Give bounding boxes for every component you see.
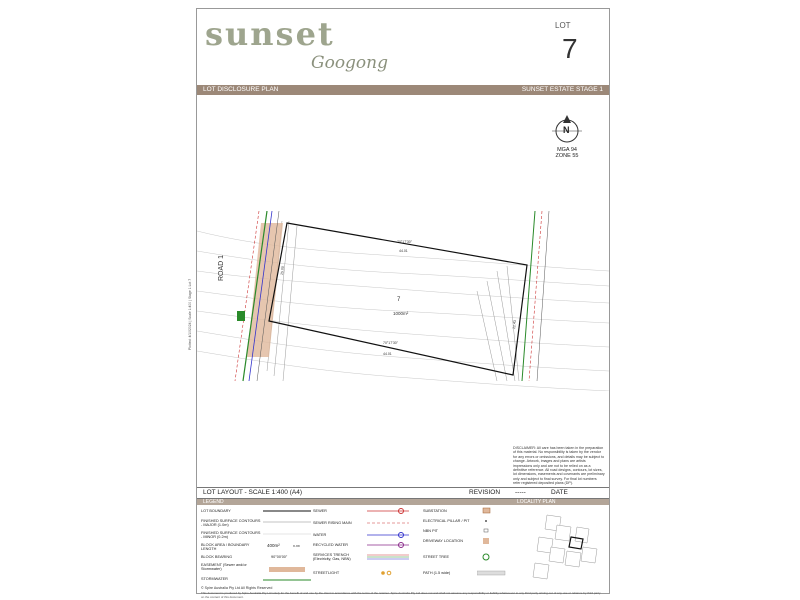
legend-item: SERVICES TRENCH (Electricity, Gas, NBN) xyxy=(313,553,351,562)
legend-item: FINISHED SURFACE CONTOURS - MINOR (0.2m) xyxy=(201,531,261,540)
contour-lines-major xyxy=(267,221,519,381)
legend-sample-bearing: 90°00'00" xyxy=(271,555,288,559)
lot-label: LOT xyxy=(555,21,571,30)
legend-item: SEWER RISING MAIN xyxy=(313,521,352,525)
legend-item: STREETLIGHT xyxy=(313,571,340,575)
legend-item: ELECTRICAL PILLAR / PIT xyxy=(423,519,470,523)
legend-item: LOT BOUNDARY xyxy=(201,509,231,513)
road-label: ROAD 1 xyxy=(218,254,225,281)
legend-item: NBN PIT xyxy=(423,529,438,533)
legend-sample-area: 400m² xyxy=(267,543,280,548)
legend-item: WATER xyxy=(313,533,327,537)
bearing-bottom: 70°17'30" xyxy=(383,341,398,345)
north-letter: N xyxy=(563,125,570,135)
legend-sample-length: x.xx xyxy=(293,544,300,548)
legend-item: RECYCLED WATER xyxy=(313,543,349,547)
stage-label: SUNSET ESTATE STAGE 1 xyxy=(521,86,603,93)
legend-bar xyxy=(197,499,609,505)
zone-text: ZONE 55 xyxy=(555,153,579,159)
legend xyxy=(201,507,501,585)
lot-plan xyxy=(197,211,609,391)
grid-label xyxy=(549,147,585,159)
logo-sub: Googong xyxy=(311,53,388,73)
locality-map xyxy=(527,507,603,583)
layout-bar xyxy=(197,487,609,499)
legend-item: BLOCK BEARING xyxy=(201,555,233,559)
legend-item: DRIVEWAY LOCATION xyxy=(423,539,463,543)
legend-item: SUBSTATION xyxy=(423,509,447,513)
lot-area: 1000m² xyxy=(393,311,409,316)
grid-text: MGA 94 xyxy=(557,147,577,153)
legend-item: STREET TREE xyxy=(423,555,450,559)
revision-label: REVISION xyxy=(469,489,501,496)
revision-value: ----- xyxy=(515,489,526,496)
legend-item: STORMWATER xyxy=(201,577,228,581)
plan-drawing xyxy=(197,211,609,391)
legend-item: BLOCK AREA / BOUNDARY LENGTH xyxy=(201,543,250,552)
locality-title: LOCALITY PLAN xyxy=(517,499,556,505)
legend-symbols-2 xyxy=(365,507,415,585)
copyright: © Spire Australia Pty Ltd All Rights Reserved xyxy=(201,586,273,590)
legend-title: LEGEND xyxy=(203,499,224,505)
layout-scale: LOT LAYOUT - SCALE 1:400 (A4) xyxy=(203,489,302,496)
legend-item: EASEMENT (Sewer and/or Stormwater) xyxy=(201,563,247,572)
disclaimer: DISCLAIMER: All care has been taken in the preparation of this material. No responsibility is taken by the vendor for any errors or omissions, and details may be subject to change. Artwork, images and plans are artists impressions only and are not to be relied on as a definitive reference. All road designs, contours, lot sizes, lot dimensions, easements and covenants are preliminary only and subject to final survey. For final lot numbers refer registered deposited plans (DP). xyxy=(513,446,605,486)
legend-item: FINISHED SURFACE CONTOURS - MAJOR (1.0m) xyxy=(201,519,261,528)
north-arrow xyxy=(549,119,585,169)
lot-number: 7 xyxy=(562,33,578,64)
length-bottom: 44.01 xyxy=(383,352,392,356)
length-top: 44.01 xyxy=(399,249,408,253)
logo-brand: sunset xyxy=(205,15,335,53)
bearing-top: 70°17'30" xyxy=(397,240,412,244)
lot-plan-number: 7 xyxy=(397,297,401,303)
lot-disclosure-sheet xyxy=(196,8,610,599)
copyright-detail: This document is produced by Spire Australia Pty Ltd solely for the benefit of and use by the client in accordance with the terms of the retainer. Spire Australia Pty Ltd does not and shall not assume any responsibility or liability whatsoever to any third party arising out of any use or reliance by third party on the content of this document. xyxy=(201,591,601,599)
legend-symbols-3 xyxy=(477,507,507,585)
legend-item: PATH (1.5 wide) xyxy=(423,571,451,575)
date-label: DATE xyxy=(551,489,568,496)
side-left: 25.00 xyxy=(280,265,285,276)
legend-item: SEWER xyxy=(313,509,327,513)
plot-side-note: Plotted: 4/10/2024 | Scale 1:400 | Stage 1 Lot 7 xyxy=(188,278,192,350)
locality-plan xyxy=(527,507,603,583)
sunset-logo xyxy=(205,15,388,85)
page-title: LOT DISCLOSURE PLAN xyxy=(203,86,279,93)
side-right: 22.43 xyxy=(512,319,517,330)
title-band xyxy=(197,85,609,95)
